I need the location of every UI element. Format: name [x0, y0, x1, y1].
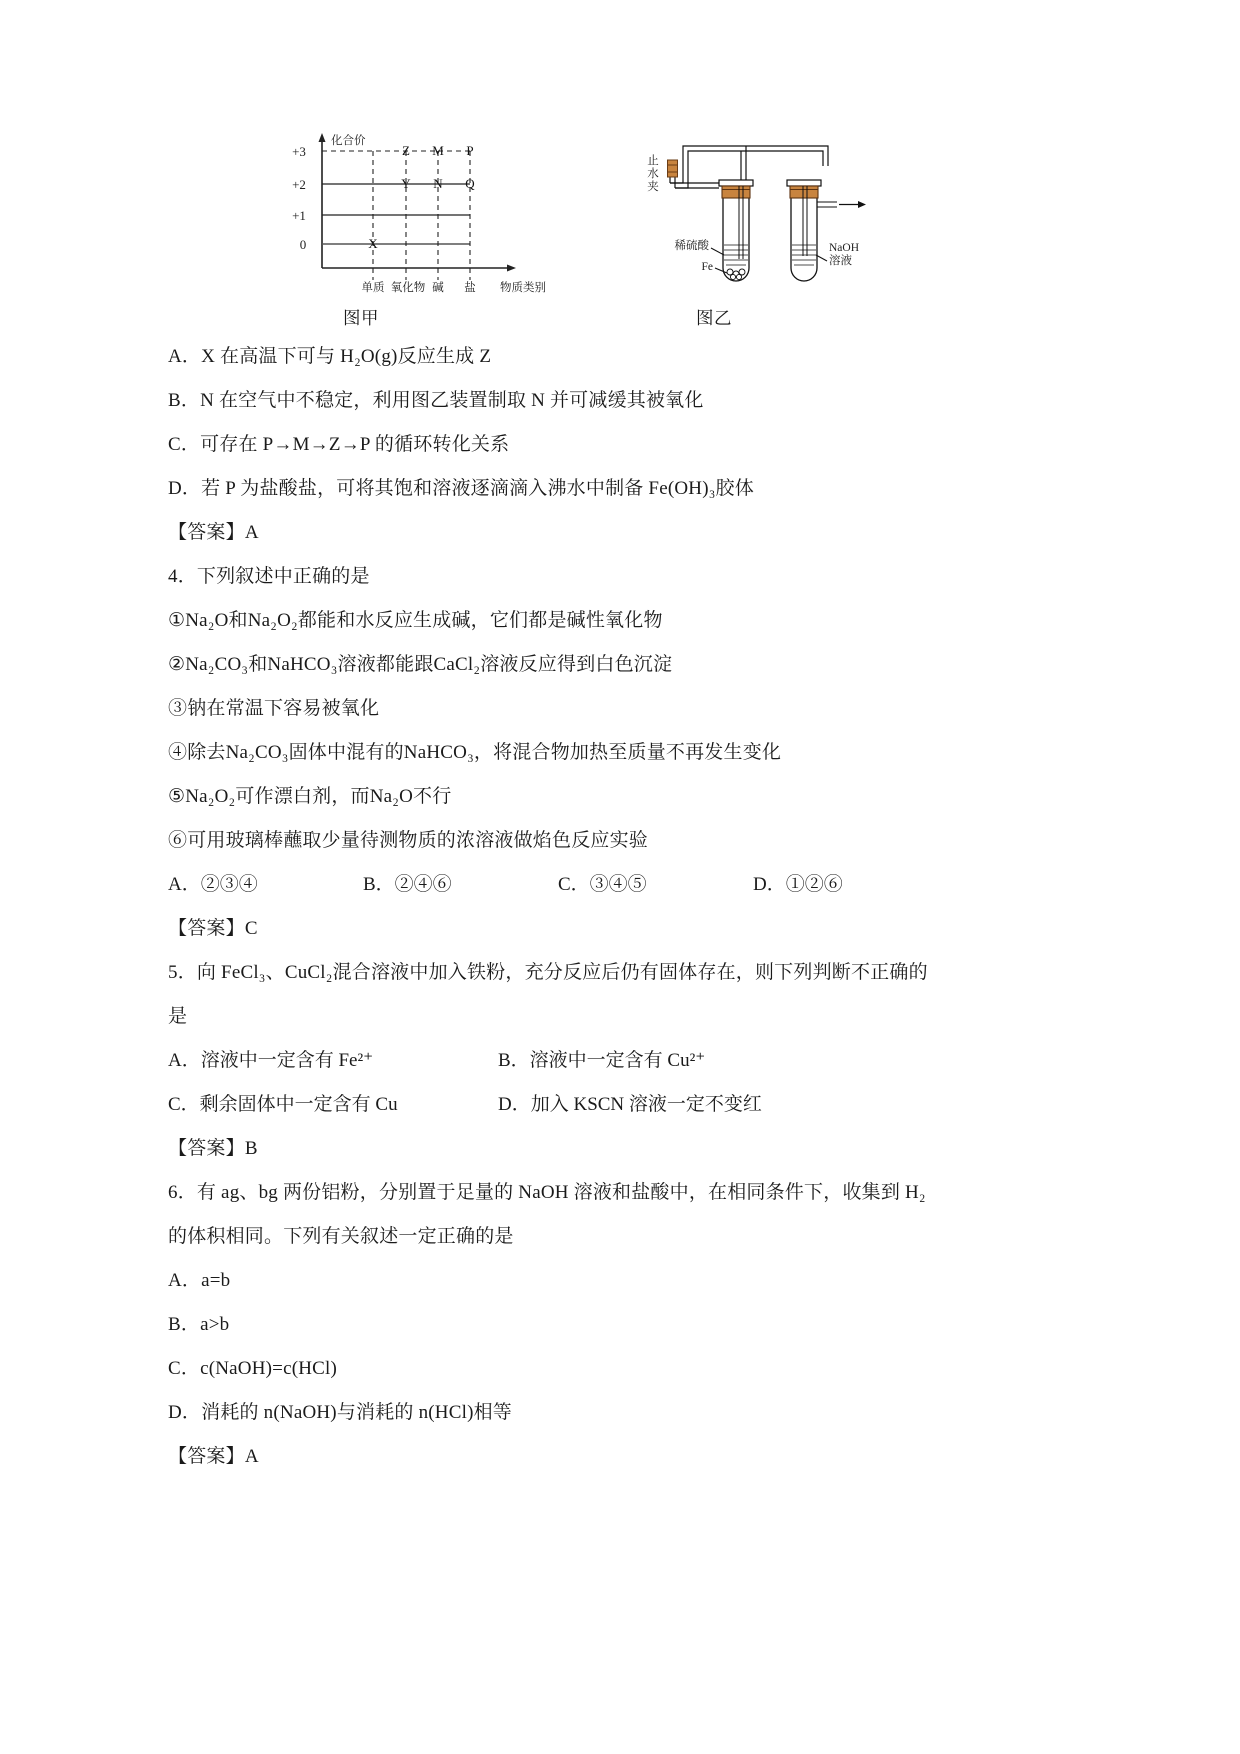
q6-option-a: A．a=b [168, 1270, 231, 1291]
q6-stem-line1: 有 ag、bg 两份铝粉，分别置于足量的 NaOH 溶液和盐酸中，在相同条件下，收集到 H₂ [196, 1182, 926, 1203]
q5-options-row-1 [168, 1039, 1073, 1083]
q3-answer-value: A [244, 522, 259, 543]
chart-svg [278, 128, 553, 293]
chart-point-Z: Z [402, 143, 410, 158]
q5-options-row-2 [168, 1083, 1073, 1127]
chart-point-M: M [432, 143, 444, 158]
q4-option-c: C．③④⑤ [558, 874, 647, 895]
pinch-clamp-icon [668, 160, 678, 177]
q3-option-c: C．可存在 P→M→Z→P 的循环转化关系 [168, 434, 510, 455]
chart-ytick-3: +3 [292, 144, 306, 159]
chart-point-X: X [368, 236, 378, 251]
right-tube-reagent-label-line1: NaOH [829, 242, 860, 254]
q4-answer-label: 【答案】 [168, 918, 245, 939]
chart-xtick-yanghuawu: 氧化物 [390, 282, 426, 293]
q5-answer-row [168, 1127, 1073, 1171]
q5-option-b: B．溶液中一定含有 Cu²⁺ [498, 1050, 706, 1071]
gas-generation-apparatus [623, 128, 883, 293]
document-content [168, 120, 1073, 1479]
right-test-tube [787, 180, 866, 281]
q6-answer-row [168, 1435, 1073, 1479]
q4-answer-row [168, 907, 1073, 951]
right-tube-reagent-label-line2: 溶液 [829, 255, 852, 267]
valence-category-chart [278, 128, 553, 293]
q5-stem-line1: 向 FeCl₃、CuCl₂混合溶液中加入铁粉，充分反应后仍有固体存在，则下列判断不正确的 [196, 962, 928, 983]
q3-option-a: A．X 在高温下可与 H₂O(g)反应生成 Z [168, 346, 492, 367]
q6-stem-line2: 的体积相同。下列有关叙述一定正确的是 [168, 1226, 514, 1247]
q5-stem-row [168, 951, 1073, 995]
left-tube-solid-label: Fe [701, 261, 713, 273]
clamp-label-line3: 夹 [647, 181, 659, 193]
chart-ytick-1: +1 [292, 208, 306, 223]
chart-xtick-jian: 碱 [432, 282, 444, 293]
q4-option-b: B．②④⑥ [363, 874, 452, 895]
chart-y-axis-label: 化合价 [331, 135, 366, 147]
chart-point-N: N [433, 176, 443, 191]
left-test-tube [719, 180, 753, 281]
q3-answer-label: 【答案】 [168, 522, 245, 543]
left-tube-reagent-label: 稀硫酸 [674, 240, 709, 252]
q4-statement-2: ②Na₂CO₃和NaHCO₃溶液都能跟CaCl₂溶液反应得到白色沉淀 [168, 654, 673, 675]
q5-answer-value: B [244, 1138, 258, 1159]
q6-stem-row [168, 1171, 1073, 1215]
q5-option-a: A．溶液中一定含有 Fe²⁺ [168, 1050, 374, 1071]
apparatus-svg [623, 128, 883, 293]
chart-ytick-2: +2 [292, 177, 306, 192]
q5-stem-line2: 是 [168, 1006, 188, 1027]
clamp-label-line2: 水 [647, 168, 659, 180]
q5-answer-label: 【答案】 [168, 1138, 245, 1159]
q4-stem-row [168, 555, 1073, 599]
figures-row [168, 120, 1073, 335]
q6-option-d: D．消耗的 n(NaOH)与消耗的 n(HCl)相等 [168, 1402, 512, 1423]
q6-answer-value: A [244, 1446, 259, 1467]
q4-answer-value: C [244, 918, 258, 939]
q5-option-d: D．加入 KSCN 溶液一定不变红 [498, 1094, 762, 1115]
q4-option-d: D．①②⑥ [753, 874, 843, 895]
figure-captions [168, 305, 1073, 331]
q4-statement-1: ①Na₂O和Na₂O₂都能和水反应生成碱，它们都是碱性氧化物 [168, 610, 663, 631]
chart-xtick-yan: 盐 [464, 282, 476, 293]
chart-point-P: P [466, 143, 474, 158]
q5-number: 5． [168, 962, 197, 983]
q6-option-c: C．c(NaOH)=c(HCl) [168, 1358, 338, 1379]
chart-point-Y: Y [401, 176, 411, 191]
q6-answer-label: 【答案】 [168, 1446, 245, 1467]
q3-answer-row [168, 511, 1073, 555]
clamp-label-line1: 止 [647, 155, 659, 167]
q6-option-b: B．a>b [168, 1314, 230, 1335]
chart-x-axis-label: 物质类别 [500, 282, 546, 293]
chart-ytick-0: 0 [299, 237, 307, 252]
q4-statement-6: ⑥可用玻璃棒蘸取少量待测物质的浓溶液做焰色反应实验 [168, 830, 649, 851]
q6-number: 6． [168, 1182, 197, 1203]
q4-statement-3: ③钠在常温下容易被氧化 [168, 698, 380, 719]
q4-statement-4: ④除去Na₂CO₃固体中混有的NaHCO₃，将混合物加热至质量不再发生变化 [168, 742, 782, 763]
q4-stem: 下列叙述中正确的是 [196, 566, 370, 587]
figure-caption-yi: 图乙 [696, 308, 732, 328]
q4-number: 4． [168, 566, 197, 587]
chart-xtick-danzhi: 单质 [361, 282, 385, 293]
q4-options-row [168, 863, 1073, 907]
q3-option-d: D．若 P 为盐酸盐，可将其饱和溶液逐滴滴入沸水中制备 Fe(OH)₃胶体 [168, 478, 754, 499]
q4-statement-5: ⑤Na₂O₂可作漂白剂，而Na₂O不行 [168, 786, 452, 807]
q3-option-b: B．N 在空气中不稳定，利用图乙装置制取 N 并可减缓其被氧化 [168, 390, 704, 411]
q5-option-c: C．剩余固体中一定含有 Cu [168, 1094, 398, 1115]
q4-option-a: A．②③④ [168, 874, 258, 895]
figure-caption-jia: 图甲 [343, 308, 379, 328]
chart-point-Q: Q [465, 176, 475, 191]
